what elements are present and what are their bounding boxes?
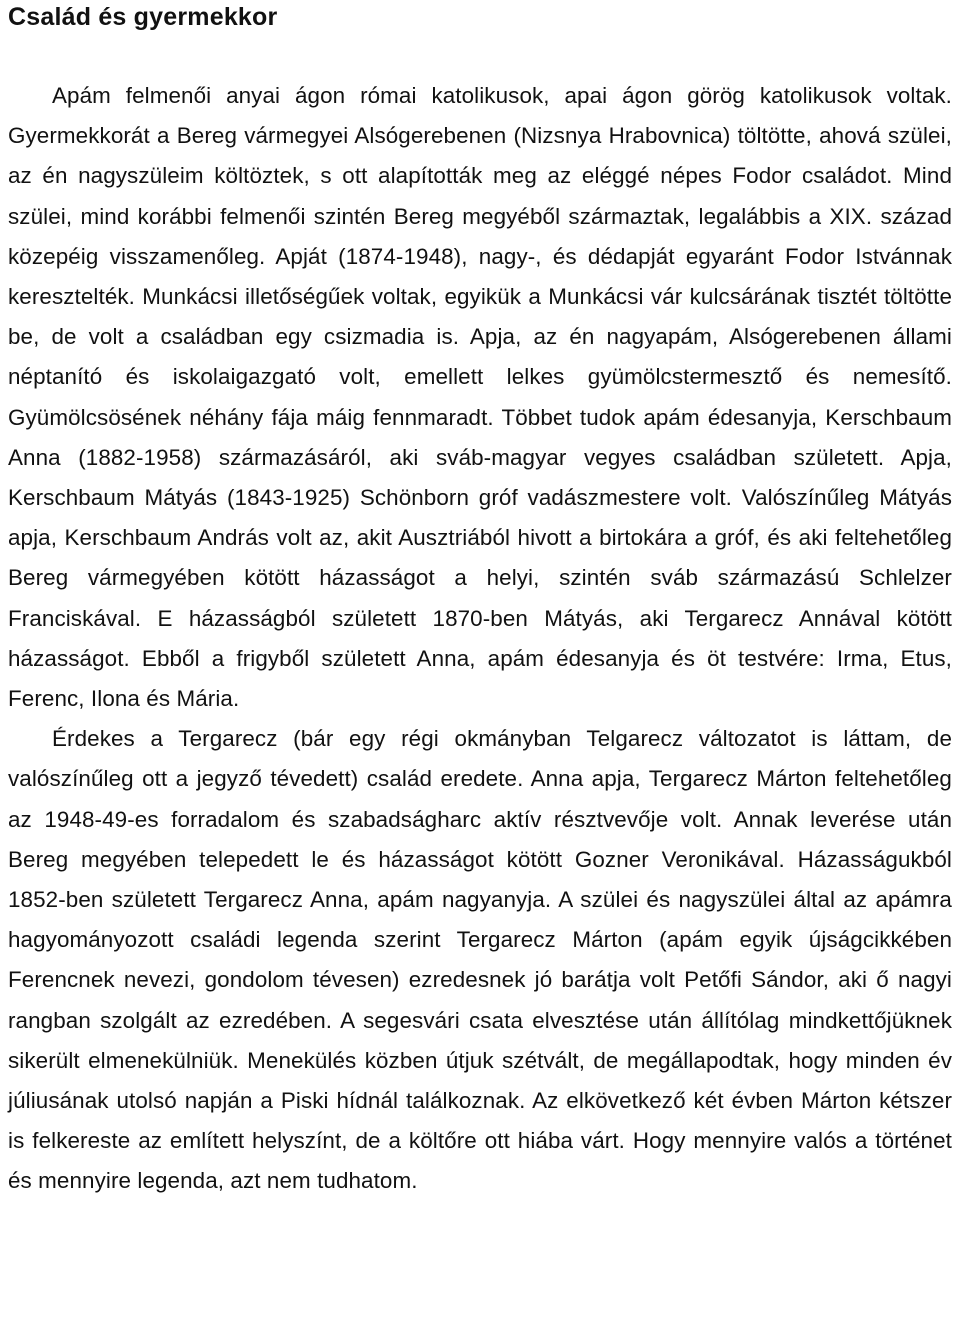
paragraph-ancestry: Apám felmenői anyai ágon római katolikusok, apai ágon görög katolikusok voltak. Gyermekkorát a Bereg vármegyei Alsógerebenen (Nizsnya Hrabovnica) töltötte, ahová szülei, az én nagyszüleim költöztek, s ott alapították meg az eléggé népes Fodor családot. Mind szülei, mind korábbi felmenői szintén Bereg megyéből származtak, legalábbis a XIX. század közepéig visszamenőleg. Apját (1874-1948), nagy-, és dédapját egyaránt Fodor Istvánnak keresztelték. Munkácsi illetőségűek voltak, egyikük a Munkácsi vár kulcsárának tisztét töltötte be, de volt a családban egy csizmadia is. Apja, az én nagyapám, Alsógerebenen állami néptanító és iskolaigazgató volt, emellett lelkes gyümölcstermesztő és nemesítő. Gyümölcsösének néhány fája máig fennmaradt. Többet tudok apám édesanyja, Kerschbaum Anna (1882-1958) származásáról, aki sváb-magyar vegyes családban született. Apja, Kerschbaum Mátyás (1843-1925) Schönborn gróf vadászmestere volt. Valószínűleg Mátyás apja, Kerschbaum András volt az, akit Ausztriából hivott a birtokára a gróf, és aki feltehetőleg Bereg vármegyében kötött házasságot a helyi, szintén sváb származású Schlelzer Franciskával. E házasságból született 1870-ben Mátyás, aki Tergarecz Annával kötött házasságot. Ebből a frigyből született Anna, apám édesanyja és öt testvére: Irma, Etus, Ferenc, Ilona és Mária.	[8, 83, 952, 712]
body-text	[8, 76, 952, 1202]
paragraph-tergarecz-origin: Érdekes a Tergarecz (bár egy régi okmányban Telgarecz változatot is láttam, de valószínűleg ott a jegyző tévedett) család eredete. Anna apja, Tergarecz Márton feltehetőleg az 1948-49-es forradalom és szabadságharc aktív résztvevője volt. Annak leverése után Bereg megyében telepedett le és házasságot kötött Gozner Veronikával. Házasságukból 1852-ben született Tergarecz Anna, apám nagyanyja. A szülei és nagyszülei által az apámra hagyományozott családi legenda szerint Tergarecz Márton (apám egyik újságcikkében Ferencnek nevezi, gondolom tévesen) ezredesnek jó barátja volt Petőfi Sándor, aki ő nagyi rangban szolgált az ezredében. A segesvári csata elvesztése után állítólag mindkettőjüknek sikerült elmenekülniük. Menekülés közben útjuk szétvált, de megállapodtak, hogy minden év júliusának utolsó napján a Piski hídnál találkoznak. Az elkövetkező két évben Márton kétszer is felkereste az említett helyszínt, de a költőre ott hiába várt. Hogy mennyire valós a történet és mennyire legenda, azt nem tudhatom.	[8, 726, 952, 1194]
section-heading: Család és gyermekkor	[8, 3, 278, 31]
